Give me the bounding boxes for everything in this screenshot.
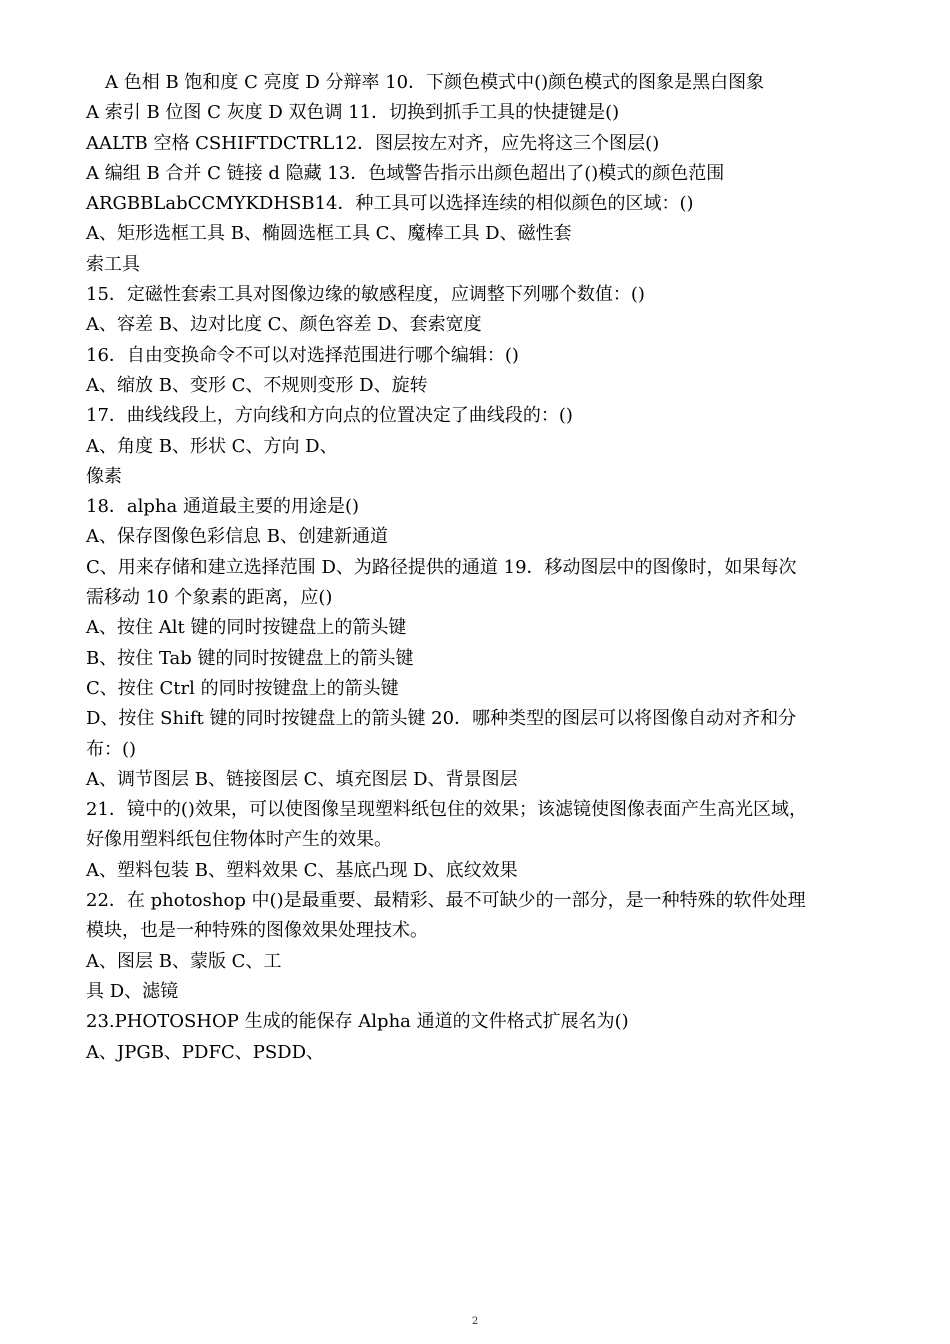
text-line: A 色相 B 饱和度 C 亮度 D 分辩率 10．下颜色模式中()颜色模式的图象是黑白图象 (105, 72, 765, 93)
text-line: D、按住 Shift 键的同时按键盘上的箭头键 20．哪种类型的图层可以将图像自动对齐和分 (86, 708, 797, 730)
text-line: 22．在 photoshop 中()是最重要、最精彩、最不可缺少的一部分，是一种特殊的软件处理 (86, 890, 806, 912)
text-line: A、保存图像色彩信息 B、创建新通道 (86, 526, 388, 548)
text-line: 像素 (86, 465, 122, 487)
text-line: B、按住 Tab 键的同时按键盘上的箭头键 (86, 647, 414, 669)
text-line: A、塑料包装 B、塑料效果 C、基底凸现 D、底纹效果 (86, 859, 518, 881)
text-line: A 索引 B 位图 C 灰度 D 双色调 11．切换到抓手工具的快捷键是() (86, 102, 620, 124)
text-line: A、按住 Alt 键的同时按键盘上的箭头键 (86, 617, 407, 639)
text-line: 具 D、滤镜 (86, 980, 179, 1002)
text-line: 15．定磁性套索工具对图像边缘的敏感程度，应调整下列哪个数值：() (86, 284, 645, 306)
text-line: A、容差 B、边对比度 C、颜色容差 D、套索宽度 (86, 314, 482, 336)
text-line: A 编组 B 合并 C 链接 d 隐藏 13．色域警告指示出颜色超出了()模式的颜色范围 (86, 162, 725, 184)
text-line: A、调节图层 B、链接图层 C、填充图层 D、背景图层 (86, 768, 518, 790)
text-line: 23.PHOTOSHOP 生成的能保存 Alpha 通道的文件格式扩展名为() (86, 1011, 629, 1033)
text-line: 模块，也是一种特殊的图像效果处理技术。 (86, 920, 428, 942)
text-line: A、图层 B、蒙版 C、工 (86, 950, 282, 972)
text-line: 布：() (86, 738, 137, 760)
document-body (86, 68, 886, 1068)
text-line: 21．镜中的()效果，可以使图像呈现塑料纸包住的效果；该滤镜使图像表面产生高光区域， (86, 799, 807, 821)
text-line: 16．自由变换命令不可以对选择范围进行哪个编辑：() (86, 344, 519, 366)
text-line: 17．曲线线段上，方向线和方向点的位置决定了曲线段的：() (86, 405, 573, 427)
text-line: 18．alpha 通道最主要的用途是() (86, 496, 360, 518)
text-line: A、矩形选框工具 B、椭圆选框工具 C、魔棒工具 D、磁性套 (86, 223, 572, 245)
text-line: C、用来存储和建立选择范围 D、为路径提供的通道 19．移动图层中的图像时，如果每次 (86, 556, 797, 578)
text-line: ARGBBLabCCMYKDHSB14．种工具可以选择连续的相似颜色的区域：() (86, 193, 694, 215)
text-line: AALTB 空格 CSHIFTDCTRL12．图层按左对齐，应先将这三个图层() (86, 132, 660, 154)
text-line: A、JPGB、PDFC、PSDD、 (86, 1041, 325, 1063)
text-line: A、角度 B、形状 C、方向 D、 (86, 435, 338, 457)
page-number: 2 (471, 1316, 479, 1327)
text-line: 需移动 10 个象素的距离，应() (86, 587, 333, 609)
text-line: 索工具 (86, 253, 140, 275)
text-line: C、按住 Ctrl 的同时按键盘上的箭头键 (86, 677, 399, 699)
text-line: 好像用塑料纸包住物体时产生的效果。 (86, 829, 392, 851)
text-line: A、缩放 B、变形 C、不规则变形 D、旋转 (86, 374, 428, 396)
